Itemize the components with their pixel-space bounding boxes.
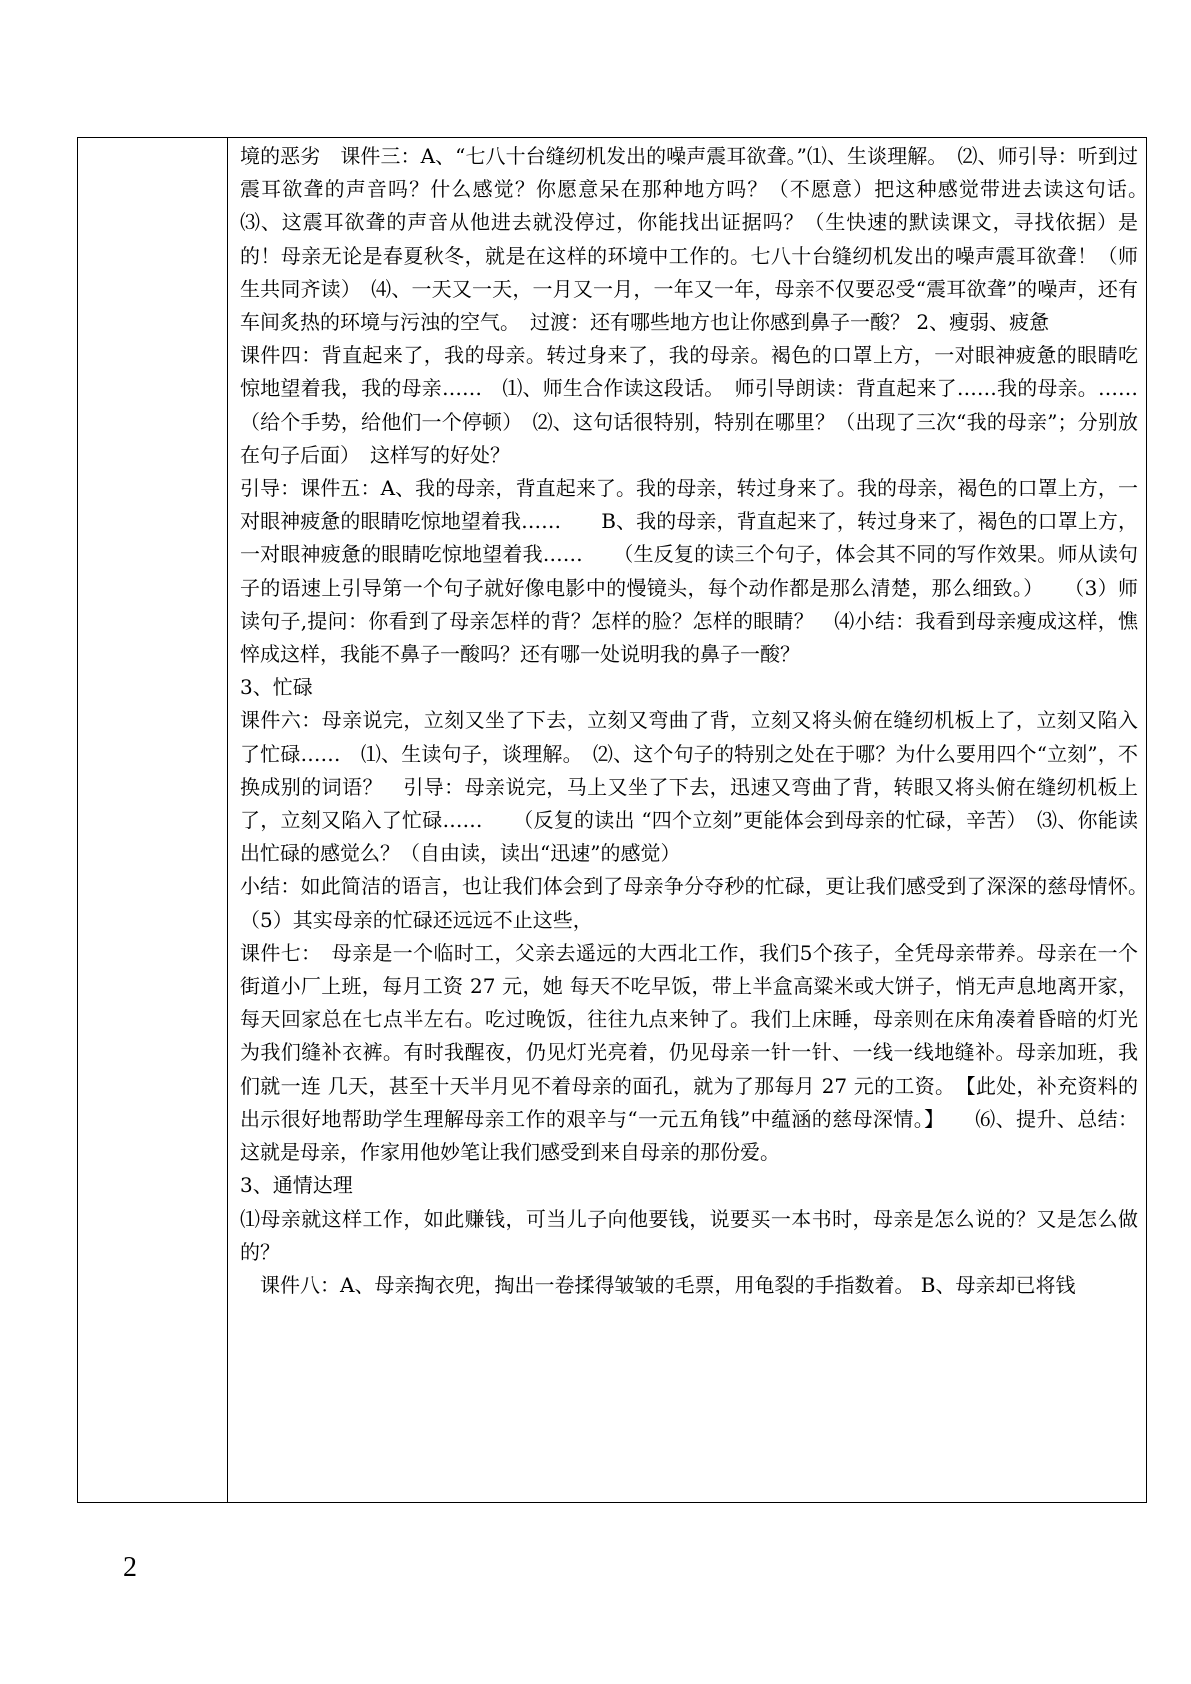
page-number: 2 bbox=[123, 1552, 137, 1583]
paragraph: 课件六：母亲说完，立刻又坐了下去，立刻又弯曲了背，立刻又将头俯在缝纫机板上了，立刻又陷入了忙碌…… ⑴、生读句子，谈理解。 ⑵、这个句子的特别之处在于哪？为什么要用四个“立刻”，不换成别的词语？ 引导：母亲说完，马上又坐了下去，迅速又弯曲了背，转眼又将头俯在缝纫机板上了，立刻又陷入了忙碌…… （反复的读出 “四个立刻”更能体会到母亲的忙碌，辛苦） ⑶、你能读出忙碌的感觉么？（自由读，读出“迅速”的感觉） bbox=[240, 708, 1138, 866]
lesson-plan-table bbox=[77, 137, 1178, 1503]
paragraph: 课件七： 母亲是一个临时工，父亲去遥远的大西北工作，我们5个孩子，全凭母亲带养。母亲在一个街道小厂上班，每月工资 27 元，她 每天不吃早饭，带上半盒高粱米或大饼子，悄无声息地离开家，每天回家总在七点半左右。吃过晚饭，往往九点来钟了。我们上床睡，母亲则在床角凑着昏暗的灯光为我们缝补衣裤。有时我醒夜，仍见灯光亮着，仍见母亲一针一针、一线一线地缝补。母亲加班，我们就一连 几天，甚至十天半月见不着母亲的面孔，就为了那每月 27 元的工资。 【此处，补充资料的出示很好地帮助学生理解母亲工作的艰辛与“一元五角钱”中蕴涵的慈母深情。】 ⑹、提升、总结：这就是母亲，作家用他妙笔让我们感受到来自母亲的那份爱。 bbox=[240, 940, 1138, 1165]
paragraph: 课件八：A、母亲掏衣兜，掏出一卷揉得皱皱的毛票，用龟裂的手指数着。 B、母亲却已将钱 bbox=[240, 1272, 1076, 1297]
paragraph: 小结：如此简洁的语言，也让我们体会到了母亲争分夺秒的忙碌，更让我们感受到了深深的慈母情怀。 （5）其实母亲的忙碌还远远不止这些， bbox=[240, 874, 1178, 932]
paragraph: 引导：课件五：A、我的母亲，背直起来了。我的母亲，转过身来了。我的母亲，褐色的口罩上方，一对眼神疲惫的眼睛吃惊地望着我…… B、我的母亲，背直起来了，转过身来了，褐色的口罩上方，一对眼神疲惫的眼睛吃惊地望着我…… （生反复的读三个句子，体会其不同的写作效果。师从读句子的语速上引导第一个句子就好像电影中的慢镜头，每个动作都是那么清楚，那么细致。） （3）师读句子,提问：你看到了母亲怎样的背？怎样的脸？怎样的眼睛？ ⑷小结：我看到母亲瘦成这样，憔悴成这样，我能不鼻子一酸吗？还有哪一处说明我的鼻子一酸？ bbox=[240, 476, 1138, 667]
section-heading: 3、通情达理 bbox=[240, 1173, 353, 1198]
paragraph: ⑴母亲就这样工作，如此赚钱，可当儿子向他要钱，说要买一本书时，母亲是怎么说的？又是怎么做的？ bbox=[240, 1206, 1138, 1264]
table-content-cell bbox=[240, 140, 1178, 1302]
table-left-column bbox=[78, 138, 228, 1502]
paragraph: 课件四：背直起来了，我的母亲。转过身来了，我的母亲。褐色的口罩上方，一对眼神疲惫的眼睛吃惊地望着我，我的母亲…… ⑴、师生合作读这段话。 师引导朗读：背直起来了……我的母亲。……（给个手势，给他们一个停顿） ⑵、这句话很特别，特别在哪里？（出现了三次“我的母亲”；分别放在句子后面） 这样写的好处？ bbox=[240, 343, 1138, 467]
section-heading: 3、忙碌 bbox=[240, 675, 313, 700]
paragraph: 境的恶劣 课件三：A、“七八十台缝纫机发出的噪声震耳欲聋。”⑴、生谈理解。 ⑵、师引导：听到过震耳欲聋的声音吗？什么感觉？你愿意呆在那种地方吗？（不愿意）把这种感觉带进去读这句话。 ⑶、这震耳欲聋的声音从他进去就没停过，你能找出证据吗？（生快速的默读课文，寻找依据）是的！母亲无论是春夏秋冬，就是在这样的环境中工作的。七八十台缝纫机发出的噪声震耳欲聋！（师生共同齐读） ⑷、一天又一天，一月又一月，一年又一年，母亲不仅要忍受“震耳欲聋”的噪声，还有车间炙热的环境与污浊的空气。 过渡：还有哪些地方也让你感到鼻子一酸？ 2、瘦弱、疲惫 bbox=[240, 144, 1158, 335]
